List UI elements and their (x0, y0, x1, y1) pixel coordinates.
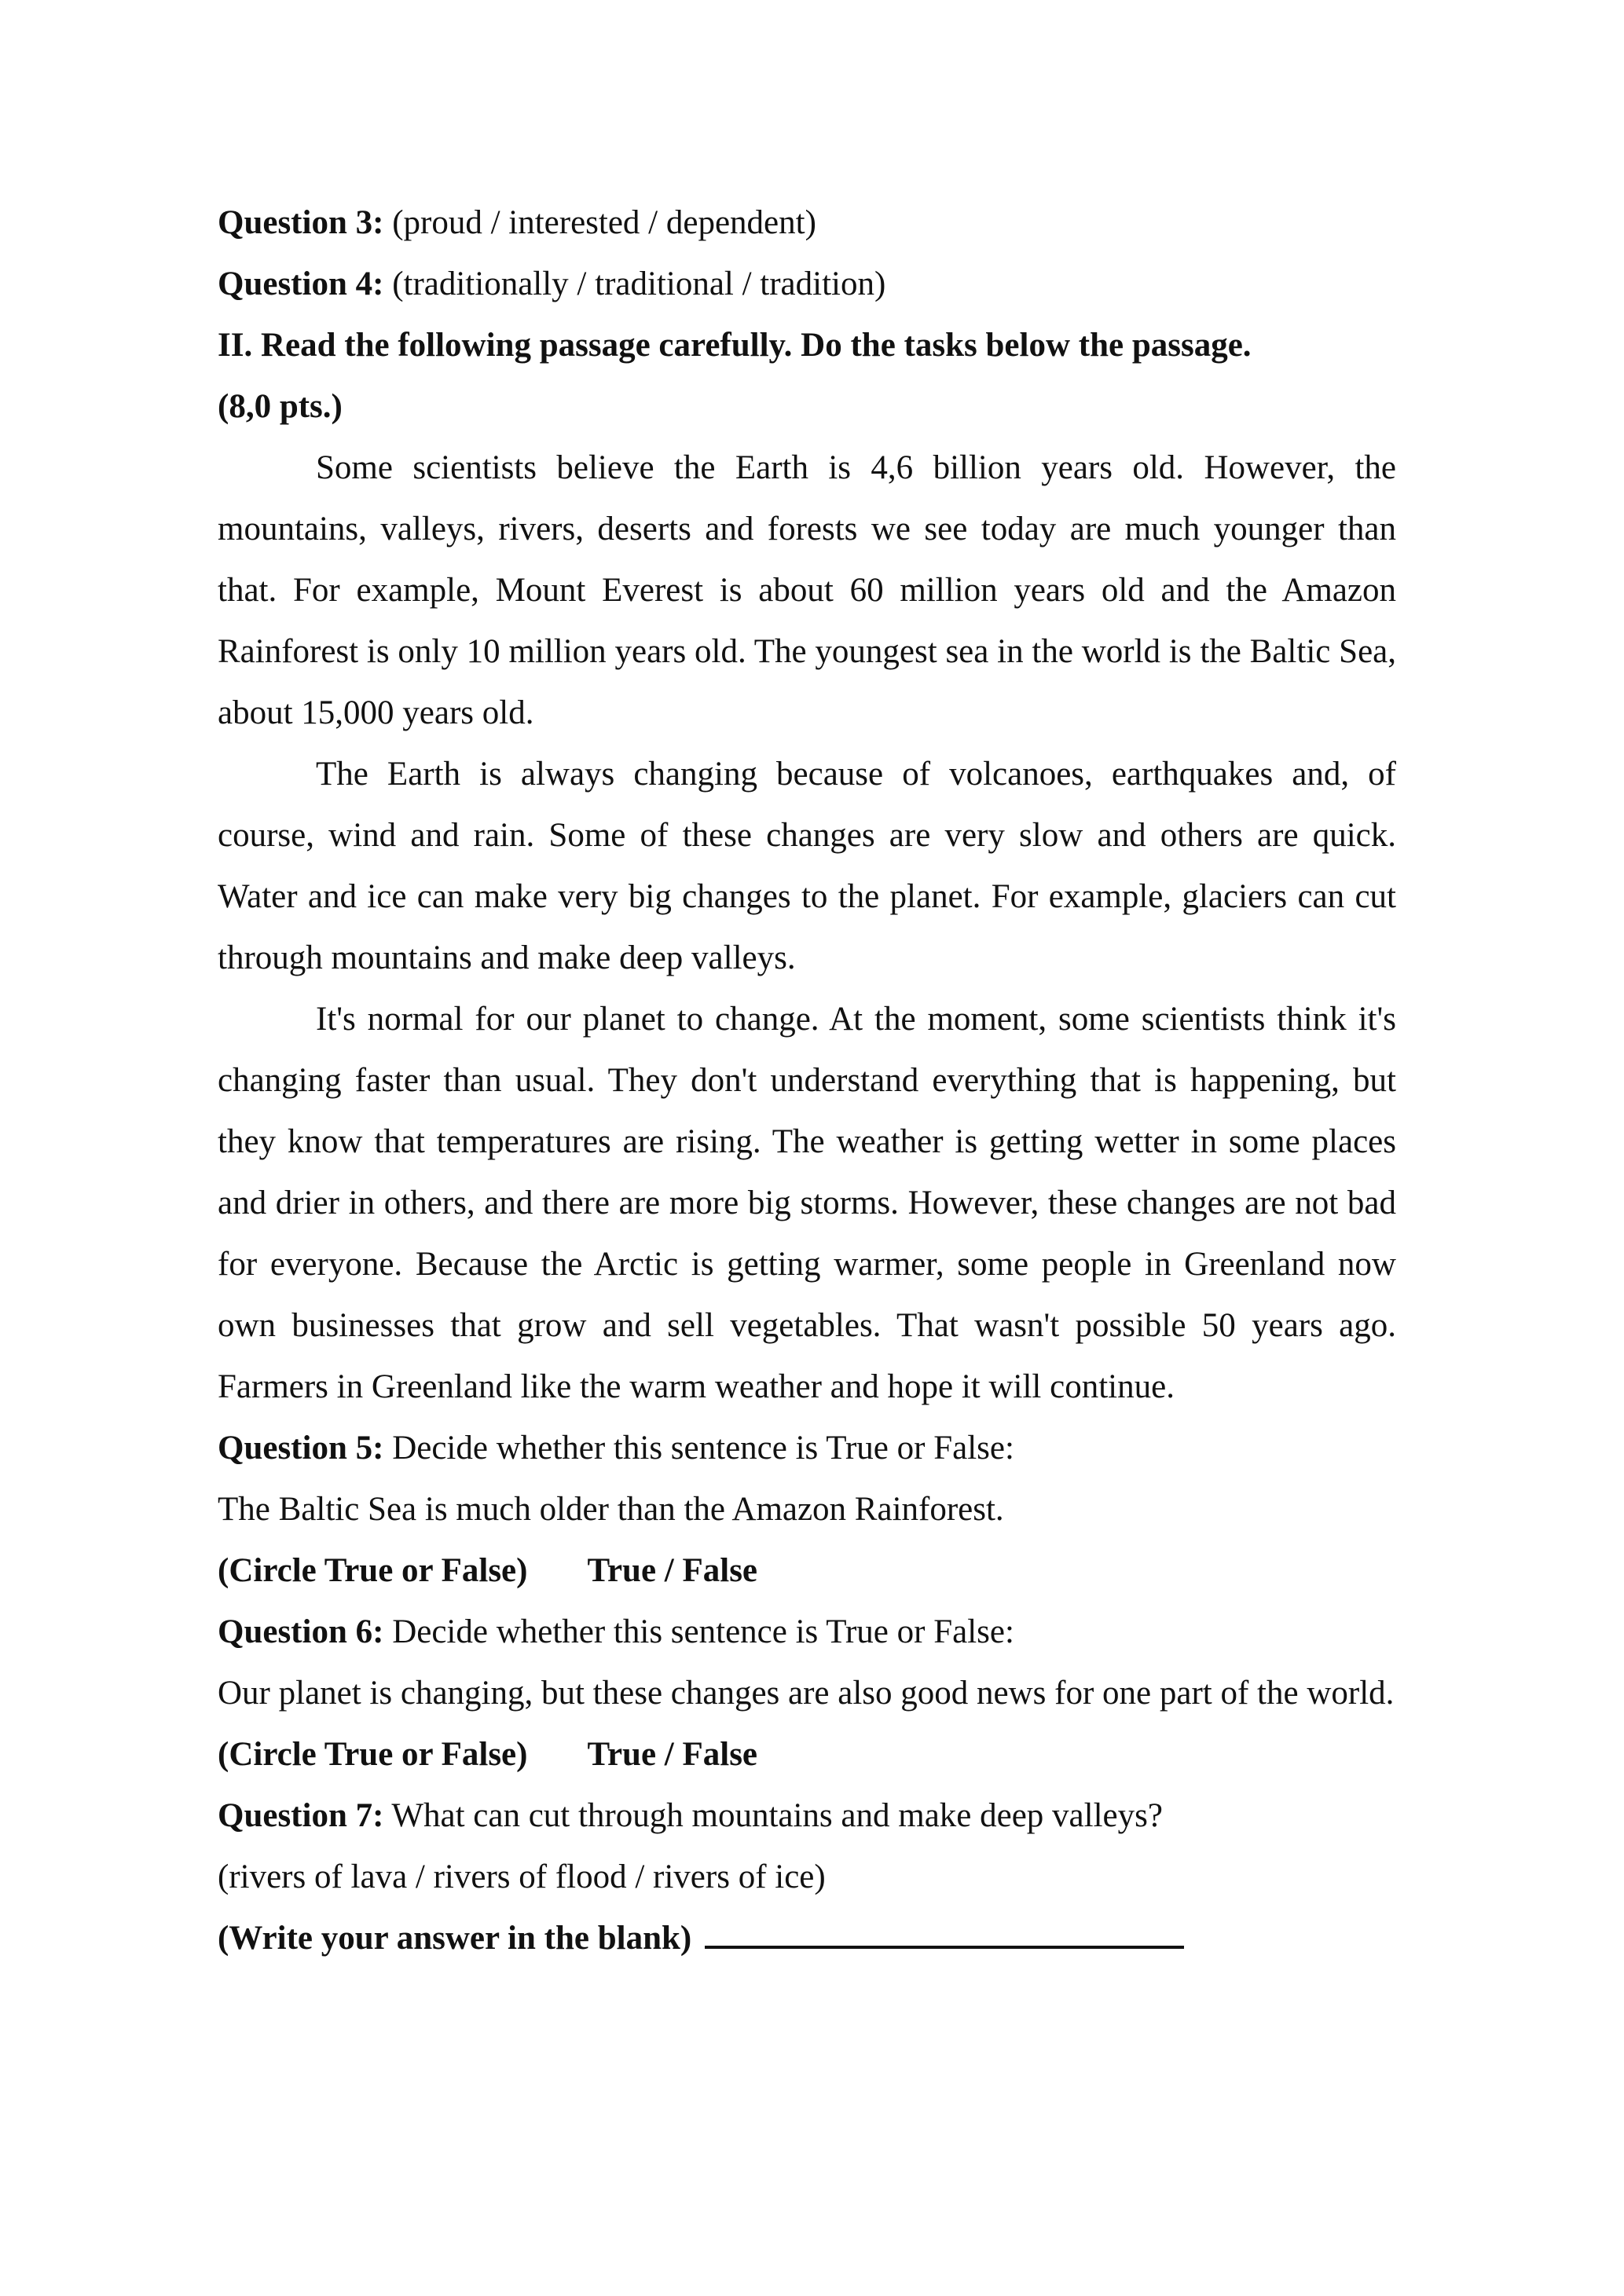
section-2-points: (8,0 pts.) (218, 388, 343, 425)
question-7-instruction: (Write your answer in the blank) (218, 1920, 692, 1957)
question-4-options: (traditionally / traditional / tradition) (383, 265, 886, 302)
question-5 (218, 1418, 1396, 1479)
question-5-instruction: (Circle True or False) (218, 1552, 528, 1589)
passage-paragraph-3: It's normal for our planet to change. At the moment, some scientists think it's changing faster than usual. They don't understand everything that is happening, but they know that temperatures are rising. The weather is getting wetter in some places and drier in others, and there are more big storms. However, these changes are not bad for everyone. Because the Arctic is getting warmer, some people in Greenland now own businesses that grow and sell vegetables. That wasn't possible 50 years ago. Farmers in Greenland like the warm weather and hope it will continue. (218, 1001, 1396, 1405)
section-2-heading: II. Read the following passage carefully. Do the tasks below the passage. (218, 327, 1252, 364)
answer-blank[interactable] (705, 1910, 1184, 1949)
question-5-statement: The Baltic Sea is much older than the Amazon Rainforest. (218, 1491, 1004, 1528)
question-7-answer-line (218, 1908, 1396, 1969)
question-3-options: (proud / interested / dependent) (383, 204, 816, 241)
question-5-prompt: Decide whether this sentence is True or False: (383, 1430, 1014, 1467)
question-6 (218, 1602, 1396, 1663)
question-6-instruction: (Circle True or False) (218, 1736, 528, 1773)
question-5-label: Question 5: (218, 1430, 384, 1467)
worksheet-page (218, 192, 1396, 1969)
question-3 (218, 192, 1396, 254)
question-6-statement: Our planet is changing, but these changes are also good news for one part of the world. (218, 1675, 1395, 1712)
question-7 (218, 1785, 1396, 1847)
question-6-true-false-options[interactable]: True / False (587, 1736, 758, 1773)
question-3-label: Question 3: (218, 204, 384, 241)
question-4 (218, 254, 1396, 315)
passage-paragraph-1: Some scientists believe the Earth is 4,6 billion years old. However, the mountains, valleys, rivers, deserts and forests we see today are much younger than that. For example, Mount Everest is about 60 million years old and the Amazon Rainforest is only 10 million years old. The youngest sea in the world is the Baltic Sea, about 15,000 years old. (218, 449, 1396, 731)
question-5-answer-line (218, 1540, 1396, 1602)
question-7-choices: (rivers of lava / rivers of flood / rivers of ice) (218, 1858, 826, 1895)
question-6-prompt: Decide whether this sentence is True or False: (383, 1613, 1014, 1650)
question-6-label: Question 6: (218, 1613, 384, 1650)
question-4-label: Question 4: (218, 265, 384, 302)
question-7-prompt: What can cut through mountains and make deep valleys? (383, 1797, 1163, 1834)
question-7-label: Question 7: (218, 1797, 384, 1834)
passage-paragraph-2: The Earth is always changing because of volcanoes, earthquakes and, of course, wind and rain. Some of these changes are very slow and others are quick. Water and ice can make very big changes to the planet. For example, glaciers can cut through mountains and make deep valleys. (218, 756, 1396, 976)
question-5-true-false-options[interactable]: True / False (587, 1552, 758, 1589)
question-6-answer-line (218, 1724, 1396, 1785)
